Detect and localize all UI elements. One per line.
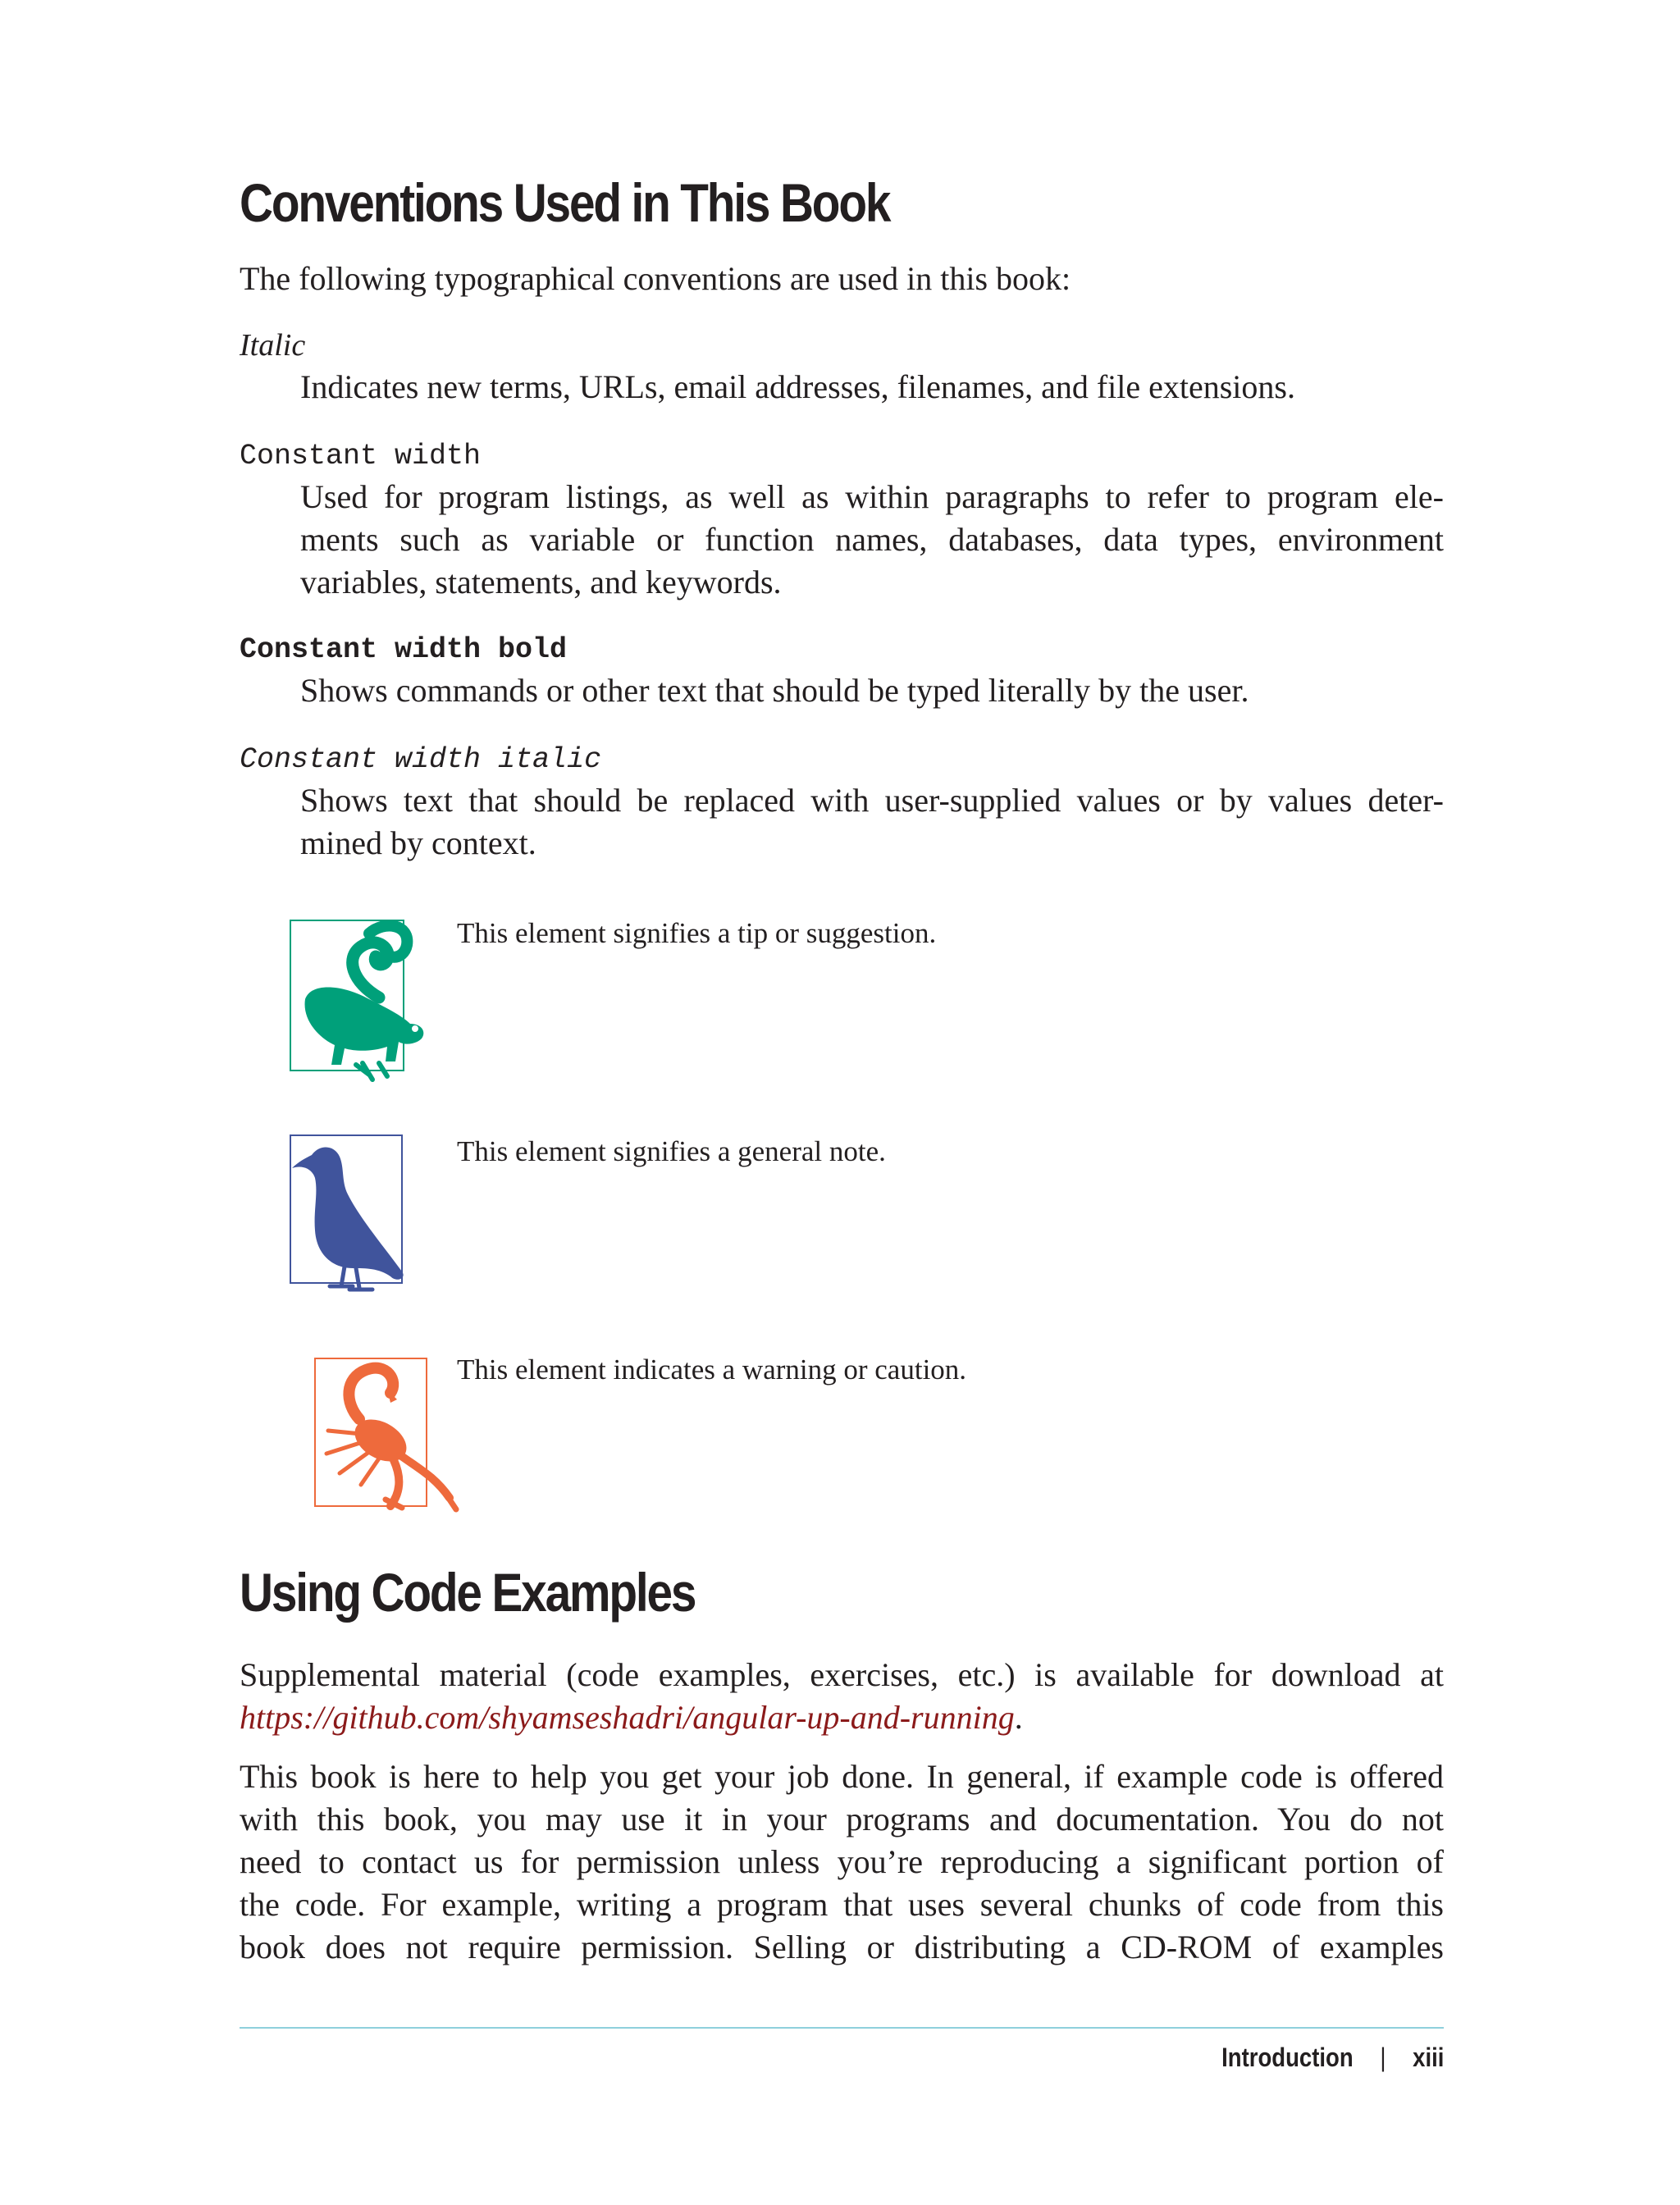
term-italic: Italic	[240, 328, 306, 363]
term-constant-width-italic: Constant width italic	[240, 743, 602, 776]
page-footer	[1221, 2039, 1444, 2075]
github-link[interactable]: https://github.com/shyamseshadri/angular-up-and-running	[240, 1699, 1015, 1736]
definition-constant-width-italic: Shows text that should be replaced with user-supplied values or by values deter- mined by context.	[300, 782, 1444, 861]
section-heading-conventions: Conventions Used in This Book	[240, 172, 890, 233]
definition-constant-width: Used for program listings, as well as within paragraphs to refer to program ele- ments such as variable or function names, databases, data types, environment variables, statements, and keywords.	[300, 478, 1444, 600]
tip-text: This element signifies a tip or suggestion.	[457, 917, 937, 949]
page-number: xiii	[1412, 2043, 1444, 2072]
definition-italic: Indicates new terms, URLs, email addresses, filenames, and file extensions.	[300, 368, 1295, 405]
warning-text: This element indicates a warning or caution.	[457, 1354, 967, 1386]
footer-separator: |	[1379, 2043, 1386, 2072]
permission-paragraph: This book is here to help you get your job done. In general, if example code is offered with this book, you may use it in your programs and documentation. You do not need to contact us for permission unless you’re reproducing a significant portion of the code. For example, writing a program that uses several chunks of code from this book does not require permission. Selling or distributing a CD-ROM of examples	[240, 1758, 1444, 1965]
supplemental-period: .	[1014, 1699, 1023, 1736]
definition-constant-width-bold: Shows commands or other text that should be typed literally by the user.	[300, 672, 1249, 709]
crow-note-icon	[287, 1132, 431, 1300]
supplemental-text: Supplemental material (code examples, exercises, etc.) is available for download at	[240, 1656, 1444, 1693]
scorpion-warning-icon	[287, 1345, 459, 1522]
note-text: This element signifies a general note.	[457, 1135, 886, 1167]
book-page	[240, 0, 1444, 2205]
footer-rule	[240, 2027, 1444, 2029]
footer-section: Introduction	[1221, 2043, 1354, 2072]
conventions-intro: The following typographical conventions are used in this book:	[240, 260, 1071, 297]
term-constant-width: Constant width	[240, 440, 482, 472]
lemur-tip-icon	[287, 901, 431, 1093]
section-heading-code-examples: Using Code Examples	[240, 1562, 696, 1623]
term-constant-width-bold: Constant width bold	[240, 633, 568, 666]
supplemental-paragraph	[240, 1654, 1444, 1739]
